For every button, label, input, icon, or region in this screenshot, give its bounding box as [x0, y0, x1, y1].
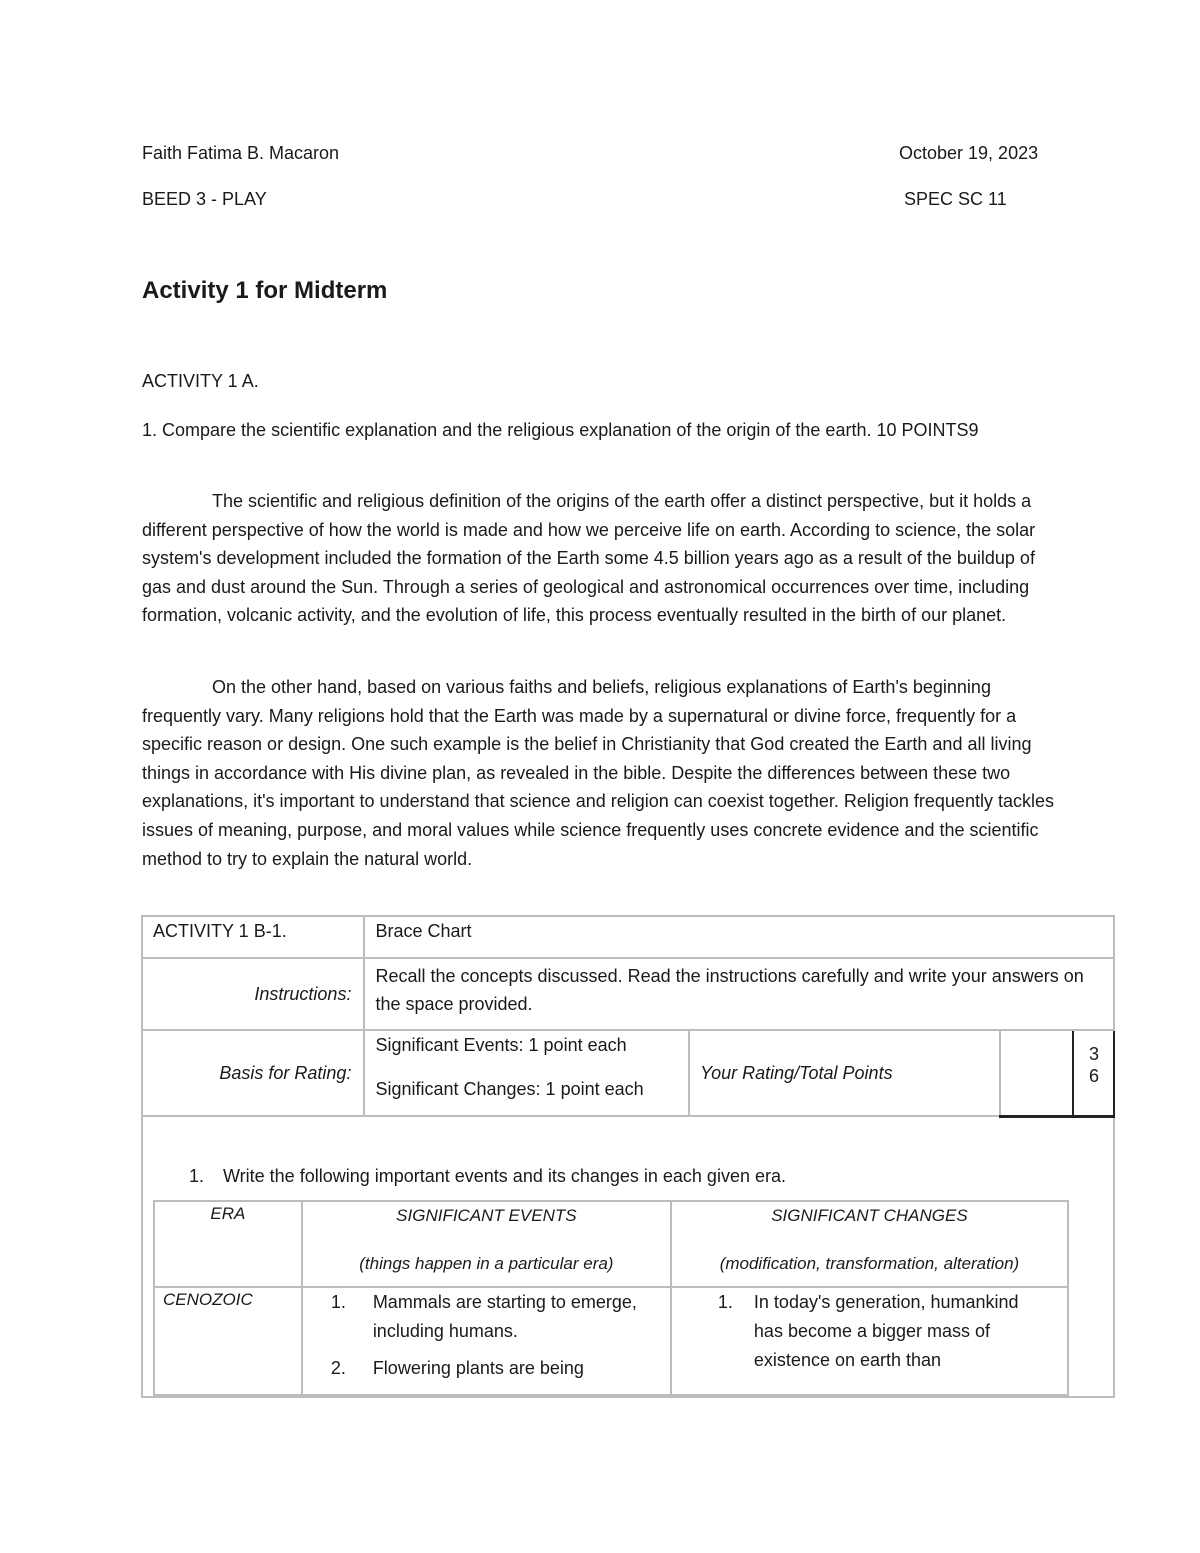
list-text: Mammals are starting to emerge, including humans. — [372, 1291, 637, 1341]
chart-name: Brace Chart — [364, 916, 1114, 958]
course-code: SPEC SC 11 — [904, 189, 1007, 209]
list-number: 1. — [717, 1291, 733, 1312]
events-list — [303, 1288, 670, 1383]
task-number: 1. — [189, 1165, 205, 1186]
section: BEED 3 - PLAY — [142, 189, 267, 209]
total-points-digit-2: 6 — [1088, 1066, 1099, 1086]
total-points — [1073, 1030, 1114, 1116]
page-title: Activity 1 for Midterm — [142, 277, 388, 304]
list-number: 2. — [330, 1357, 346, 1378]
basis-changes: Significant Changes: 1 point each — [375, 1079, 644, 1099]
changes-list — [672, 1288, 1067, 1375]
instructions-label: Instructions: — [142, 958, 364, 1030]
col-events: SIGNIFICANT EVENTS — [396, 1205, 577, 1225]
activity-1b-label: ACTIVITY 1 B-1. — [142, 916, 364, 958]
events-header — [302, 1201, 671, 1287]
col-changes-sub: (modification, transformation, alteration) — [719, 1253, 1020, 1273]
era-header — [154, 1201, 302, 1287]
basis-label: Basis for Rating: — [142, 1030, 364, 1116]
list-item — [303, 1354, 670, 1383]
answer-paragraph-1: The scientific and religious definition of the origins of the earth offer a distinct perspective, but it holds a different perspective of how the world is made and how we perceive life on earth. According to science, the solar system's development included the formation of the Earth some 4.5 billion years ago as a result of the buildup of gas and dust around the Sun. Through a series of geological and astronomical occurrences over time, including formation, volcanic activity, and the evolution of life, this process eventually resulted in the birth of our planet. — [142, 491, 1036, 626]
student-name: Faith Fatima B. Macaron — [142, 143, 340, 163]
date: October 19, 2023 — [899, 143, 1039, 163]
task-text: Write the following important events and its changes in each given era. — [223, 1165, 786, 1186]
answer-paragraph-2: On the other hand, based on various faiths and beliefs, religious explanations of Earth's beginning frequently vary. Many religions hold that the Earth was made by a supernatural or divine force, frequently for a specific reason or design. One such example is the belief in Christianity that God created the Earth and all living things in accordance with His divine plan, as revealed in the bible. Despite the differences between these two explanations, it's important to understand that science and religion can coexist together. Religion frequently tackles issues of meaning, purpose, and moral values while science frequently uses concrete evidence and the scientific method to try to explain the natural world. — [142, 677, 1054, 869]
activity-1a-question: 1. Compare the scientific explanation and the religious explanation of the origin of the earth. 10 POINTS9 — [142, 420, 979, 440]
list-text: Flowering plants are being — [372, 1357, 584, 1378]
activity-1a-label: ACTIVITY 1 A. — [142, 371, 259, 391]
changes-cell — [671, 1287, 1068, 1395]
col-events-sub: (things happen in a particular era) — [359, 1253, 614, 1273]
list-item — [672, 1288, 1067, 1375]
list-item — [303, 1288, 670, 1346]
basis-details — [364, 1030, 689, 1116]
instructions-text: Recall the concepts discussed. Read the instructions carefully and write your answers on the space provided. — [364, 958, 1114, 1030]
list-number: 1. — [330, 1291, 346, 1312]
era-cell: CENOZOIC — [154, 1287, 302, 1395]
basis-events: Significant Events: 1 point each — [375, 1035, 627, 1055]
changes-header — [671, 1201, 1068, 1287]
list-text: In today's generation, humankind has become a bigger mass of existence on earth than — [753, 1291, 1019, 1370]
col-changes: SIGNIFICANT CHANGES — [771, 1205, 968, 1225]
col-era: ERA — [210, 1203, 246, 1223]
brace-chart-content — [142, 1116, 1114, 1397]
table-row — [154, 1287, 1068, 1395]
events-cell — [302, 1287, 671, 1395]
rating-label: Your Rating/Total Points — [689, 1030, 1000, 1116]
rating-input[interactable] — [1000, 1030, 1073, 1116]
total-points-digit-1: 3 — [1088, 1044, 1099, 1064]
era-table — [153, 1200, 1069, 1396]
activity-1b-table — [141, 915, 1115, 1398]
